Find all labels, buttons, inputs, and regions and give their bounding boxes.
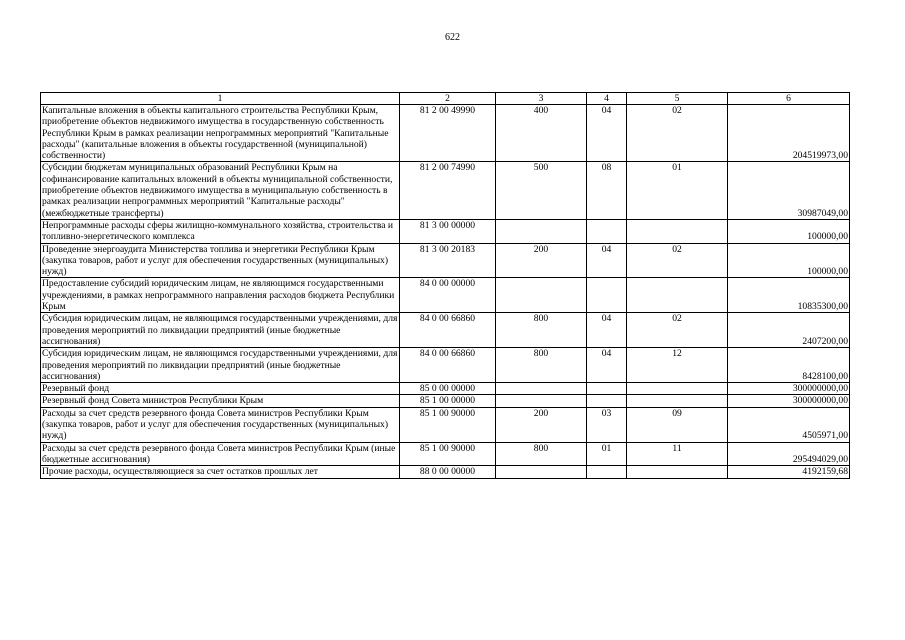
row-section [587, 278, 627, 313]
row-amount: 295494029,00 [728, 442, 850, 466]
row-description: Прочие расходы, осуществляющиеся за счет остатков прошлых лет [41, 466, 400, 478]
row-section: 04 [587, 105, 627, 162]
column-header: 5 [627, 93, 728, 105]
column-header: 1 [41, 93, 400, 105]
row-subsection: 12 [627, 348, 728, 383]
row-code: 85 1 00 90000 [400, 407, 496, 442]
row-code: 85 0 00 00000 [400, 383, 496, 395]
table-row [41, 466, 850, 478]
row-amount: 100000,00 [728, 219, 850, 243]
row-subsection [627, 395, 728, 407]
row-amount: 300000000,00 [728, 383, 850, 395]
row-section: 08 [587, 162, 627, 219]
table-row [41, 278, 850, 313]
row-subsection: 02 [627, 105, 728, 162]
row-code: 81 3 00 20183 [400, 243, 496, 278]
row-description: Расходы за счет средств резервного фонда Совета министров Республики Крым (закупка товаров, работ и услуг для обеспечения государственных (муниципальных) нужд) [41, 407, 400, 442]
row-description: Проведение энергоаудита Министерства топлива и энергетики Республики Крым (закупка товаров, работ и услуг для обеспечения государственных (муниципальных) нужд) [41, 243, 400, 278]
row-amount: 4505971,00 [728, 407, 850, 442]
row-subsection [627, 219, 728, 243]
row-description: Капитальные вложения в объекты капитального строительства Республики Крым, приобретение объектов недвижимого имущества в государственную собственность Республики Крым в рамках реализации непрограммных мероприятий "Капитальные расходы" (капитальные вложения в объекты государственной (муниципальной) собственности) [41, 105, 400, 162]
row-section [587, 466, 627, 478]
row-section: 04 [587, 348, 627, 383]
table-row [41, 243, 850, 278]
table-row [41, 105, 850, 162]
row-expense-type: 200 [496, 407, 587, 442]
table-row [41, 162, 850, 219]
row-section: 04 [587, 243, 627, 278]
row-amount: 204519973,00 [728, 105, 850, 162]
row-expense-type [496, 219, 587, 243]
table-row [41, 407, 850, 442]
row-description: Предоставление субсидий юридическим лицам, не являющимся государственными учреждениями, в рамках непрограммного направления расходов бюджета Республики Крым [41, 278, 400, 313]
row-expense-type: 800 [496, 348, 587, 383]
table-row [41, 313, 850, 348]
table-header-row [41, 93, 850, 105]
budget-table [40, 92, 850, 479]
row-section [587, 219, 627, 243]
table-row [41, 348, 850, 383]
row-section: 03 [587, 407, 627, 442]
row-description: Резервный фонд [41, 383, 400, 395]
column-header: 6 [728, 93, 850, 105]
row-amount: 2407200,00 [728, 313, 850, 348]
row-code: 81 2 00 49990 [400, 105, 496, 162]
row-amount: 30987049,00 [728, 162, 850, 219]
row-amount: 4192159,68 [728, 466, 850, 478]
row-description: Субсидии бюджетам муниципальных образований Республики Крым на софинансирование капитальных вложений в объекты муниципальной собственности, приобретение объектов недвижимого имущества в муниципальную собственность в рамках реализации непрограммных мероприятий "Капитальные расходы" (межбюджетные трансферты) [41, 162, 400, 219]
row-expense-type [496, 466, 587, 478]
row-code: 85 1 00 00000 [400, 395, 496, 407]
row-code: 84 0 00 66860 [400, 348, 496, 383]
table-row [41, 395, 850, 407]
row-subsection: 11 [627, 442, 728, 466]
row-subsection [627, 278, 728, 313]
table-row [41, 442, 850, 466]
row-code: 85 1 00 90000 [400, 442, 496, 466]
row-description: Субсидия юридическим лицам, не являющимся государственными учреждениями, для проведения мероприятий по ликвидации предприятий (иные бюджетные ассигнования) [41, 313, 400, 348]
row-subsection [627, 466, 728, 478]
row-amount: 300000000,00 [728, 395, 850, 407]
row-section: 04 [587, 313, 627, 348]
row-expense-type [496, 278, 587, 313]
column-header: 4 [587, 93, 627, 105]
row-code: 88 0 00 00000 [400, 466, 496, 478]
table-row [41, 383, 850, 395]
row-expense-type: 400 [496, 105, 587, 162]
row-code: 81 2 00 74990 [400, 162, 496, 219]
row-description: Субсидия юридическим лицам, не являющимся государственными учреждениями, для проведения мероприятий по ликвидации предприятий (иные бюджетные ассигнования) [41, 348, 400, 383]
row-expense-type: 800 [496, 313, 587, 348]
row-expense-type [496, 395, 587, 407]
row-description: Непрограммные расходы сферы жилищно-коммунального хозяйства, строительства и топливно-энергетического комплекса [41, 219, 400, 243]
row-expense-type: 200 [496, 243, 587, 278]
column-header: 3 [496, 93, 587, 105]
row-section [587, 395, 627, 407]
row-code: 84 0 00 00000 [400, 278, 496, 313]
row-expense-type: 500 [496, 162, 587, 219]
row-section: 01 [587, 442, 627, 466]
table-row [41, 219, 850, 243]
row-amount: 100000,00 [728, 243, 850, 278]
row-expense-type: 800 [496, 442, 587, 466]
row-description: Расходы за счет средств резервного фонда Совета министров Республики Крым (иные бюджетные ассигнования) [41, 442, 400, 466]
page-number: 622 [445, 32, 460, 43]
row-section [587, 383, 627, 395]
row-subsection [627, 383, 728, 395]
row-code: 84 0 00 66860 [400, 313, 496, 348]
row-subsection: 09 [627, 407, 728, 442]
row-subsection: 02 [627, 243, 728, 278]
row-subsection: 01 [627, 162, 728, 219]
row-code: 81 3 00 00000 [400, 219, 496, 243]
row-expense-type [496, 383, 587, 395]
row-description: Резервный фонд Совета министров Республики Крым [41, 395, 400, 407]
row-amount: 10835300,00 [728, 278, 850, 313]
row-amount: 8428100,00 [728, 348, 850, 383]
row-subsection: 02 [627, 313, 728, 348]
column-header: 2 [400, 93, 496, 105]
